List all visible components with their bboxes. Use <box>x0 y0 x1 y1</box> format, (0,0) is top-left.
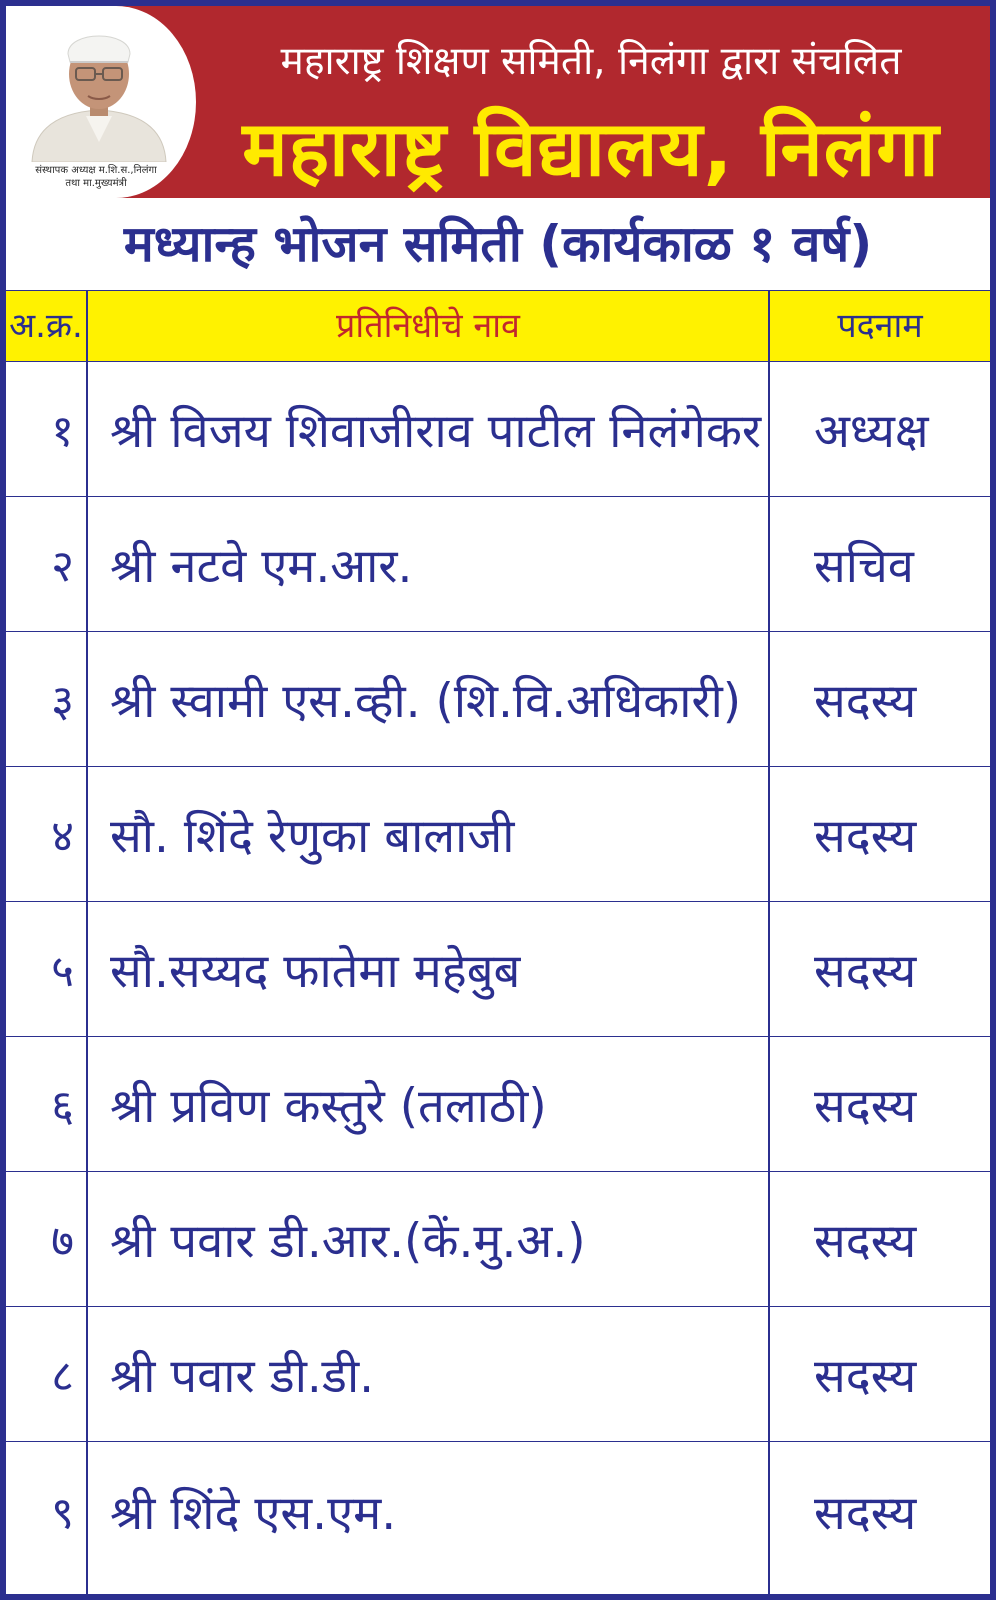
member-name-cell: श्री स्वामी एस.व्ही. (शि.वि.अधिकारी) <box>110 674 742 729</box>
table-row <box>6 1307 990 1442</box>
designation-cell: सदस्य <box>814 1485 917 1541</box>
table-row <box>6 767 990 902</box>
designation-cell: सदस्य <box>814 674 917 729</box>
table-row <box>6 497 990 632</box>
serial-cell: ९ <box>51 1487 74 1539</box>
serial-cell: ५ <box>51 946 74 997</box>
table-row <box>6 362 990 497</box>
member-name-cell: श्री विजय शिवाजीराव पाटील निलंगेकर <box>110 404 762 459</box>
member-name-cell: सौ.सय्यद फातेमा महेबुब <box>110 944 521 999</box>
table-row <box>6 1172 990 1307</box>
serial-cell: ६ <box>51 1081 74 1132</box>
table-row <box>6 632 990 767</box>
table-header-row <box>6 290 990 362</box>
table-row <box>6 1442 990 1579</box>
column-divider <box>768 290 770 1600</box>
table-row <box>6 902 990 1037</box>
designation-cell: अध्यक्ष <box>814 404 929 459</box>
member-name-cell: श्री नटवे एम.आर. <box>110 539 413 594</box>
designation-cell: सदस्य <box>814 1349 917 1404</box>
column-divider <box>86 290 88 1600</box>
members-table <box>6 290 990 1594</box>
photo-caption <box>10 164 182 190</box>
member-name-cell: श्री शिंदे एस.एम. <box>110 1485 397 1541</box>
serial-cell: २ <box>51 541 74 592</box>
member-name-cell: श्री पवार डी.डी. <box>110 1349 375 1404</box>
designation-cell: सचिव <box>814 539 914 594</box>
member-name-cell: श्री प्रविण कस्तुरे (तलाठी) <box>110 1079 547 1134</box>
photo-caption-line2: तथा मा.मुख्यमंत्री <box>65 178 127 189</box>
column-header-serial: अ.क्र. <box>9 306 83 346</box>
table-row <box>6 1037 990 1172</box>
designation-cell: सदस्य <box>814 1214 917 1269</box>
founder-portrait-icon <box>24 12 174 162</box>
header-banner <box>6 6 990 198</box>
designation-cell: सदस्य <box>814 1079 917 1134</box>
photo-caption-line1: संस्थापक अध्यक्ष म.शि.स.,निलंगा <box>35 165 157 176</box>
header-subtitle: महाराष्ट्र शिक्षण समिती, निलंगा द्वारा संचलित <box>280 39 902 84</box>
serial-cell: ८ <box>51 1351 74 1402</box>
designation-cell: सदस्य <box>814 944 917 999</box>
table-body <box>6 362 990 1594</box>
column-header-role: पदनाम <box>837 306 923 346</box>
serial-cell: ३ <box>51 676 74 727</box>
column-header-name: प्रतिनिधीचे नाव <box>336 306 520 346</box>
school-title: महाराष्ट्र विद्यालय, निलंगा <box>242 104 940 193</box>
committee-heading: मध्यान्ह भोजन समिती (कार्यकाळ १ वर्ष) <box>123 215 873 273</box>
serial-cell: ४ <box>51 811 74 862</box>
photo-panel <box>6 6 196 198</box>
serial-cell: ७ <box>51 1216 74 1267</box>
designation-cell: सदस्य <box>814 809 917 864</box>
serial-cell: १ <box>51 406 74 457</box>
member-name-cell: सौ. शिंदे रेणुका बालाजी <box>110 809 515 864</box>
member-name-cell: श्री पवार डी.आर.(कें.मु.अ.) <box>110 1214 586 1269</box>
